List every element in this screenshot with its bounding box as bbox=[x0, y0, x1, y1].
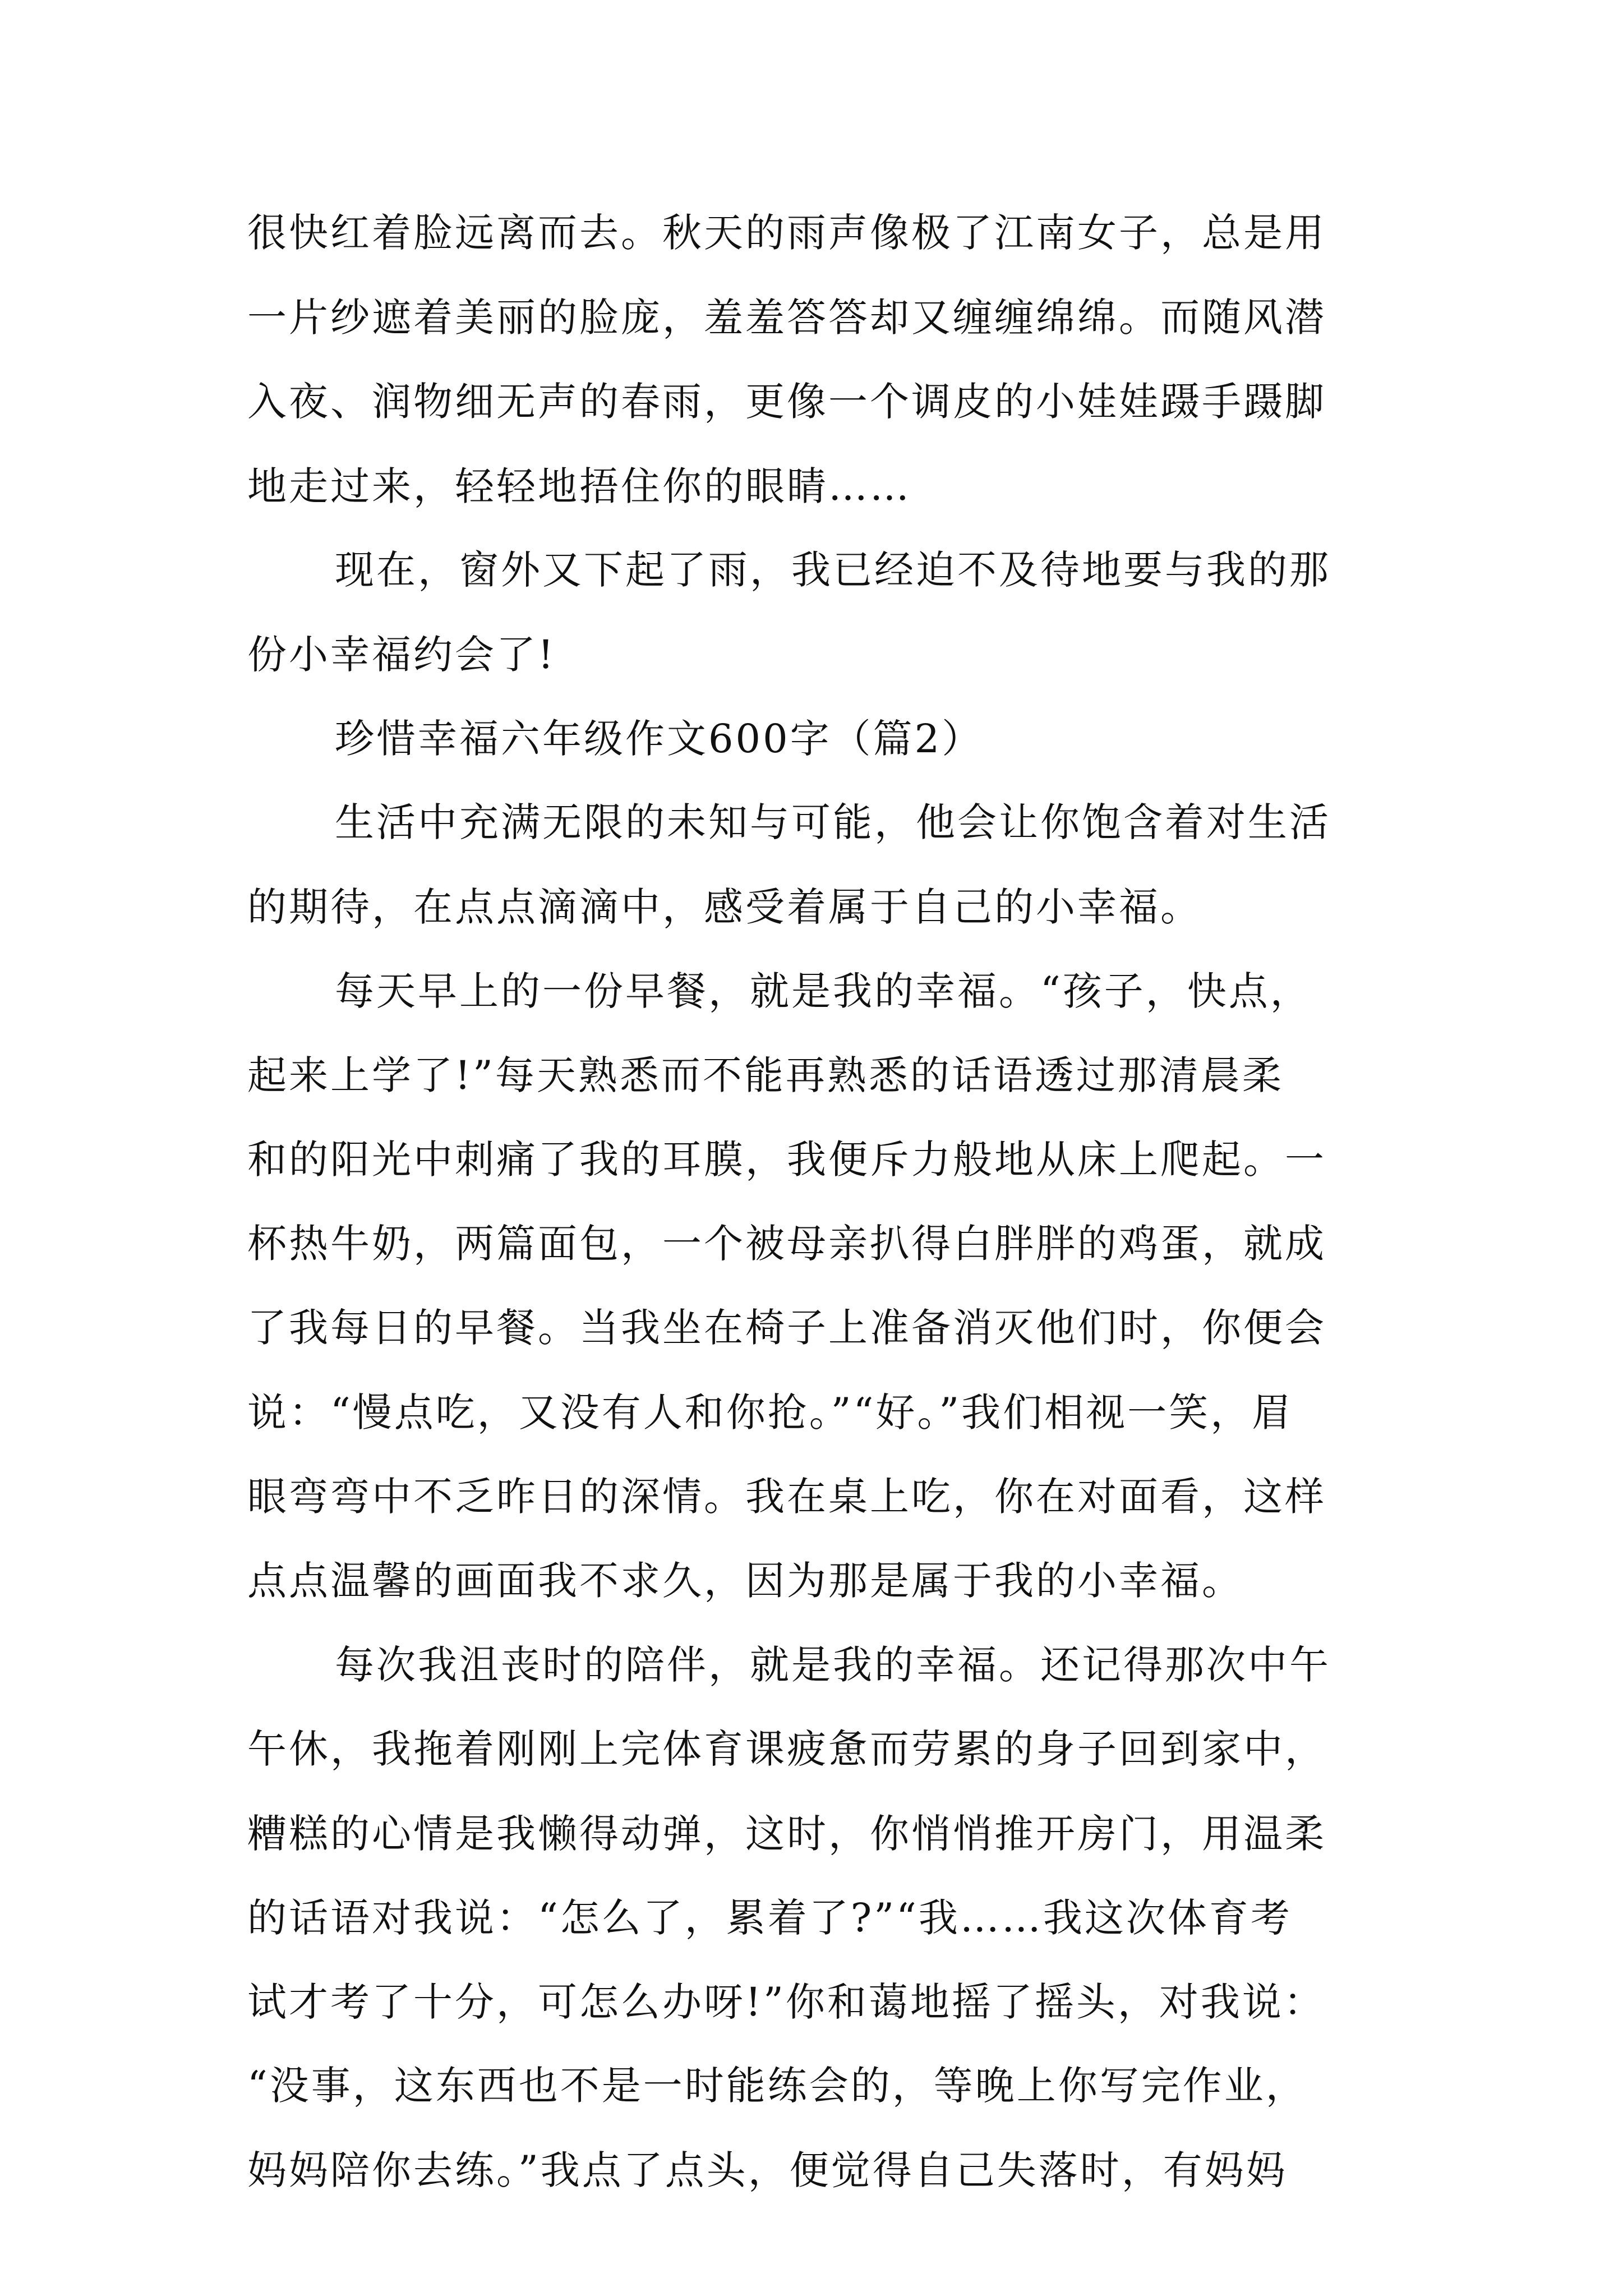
text-line: 起来上学了!”每天熟悉而不能再熟悉的话语透过那清晨柔 bbox=[247, 1052, 1284, 1098]
text-line: 份小幸福约会了! bbox=[247, 632, 556, 678]
text-line: 入夜、润物细无声的春雨，更像一个调皮的小娃娃蹑手蹑脚 bbox=[247, 379, 1326, 425]
paragraph-first-line: 每次我沮丧时的陪伴，就是我的幸福。还记得那次中午 bbox=[335, 1642, 1331, 1688]
text-line: “没事，这东西也不是一时能练会的，等晚上你写完作业， bbox=[247, 2063, 1307, 2109]
text-line: 糟糕的心情是我懒得动弹，这时，你悄悄推开房门，用温柔 bbox=[247, 1811, 1326, 1857]
text-line: 杯热牛奶，两篇面包，一个被母亲扒得白胖胖的鸡蛋，就成 bbox=[247, 1221, 1326, 1267]
text-line: 说：“慢点吃，又没有人和你抢。”“好。”我们相视一笑，眉 bbox=[247, 1389, 1294, 1435]
text-line: 午休，我拖着刚刚上完体育课疲惫而劳累的身子回到家中， bbox=[247, 1726, 1326, 1772]
text-line: 了我每日的早餐。当我坐在椅子上准备消灭他们时，你便会 bbox=[247, 1305, 1326, 1351]
text-line: 的期待，在点点滴滴中，感受着属于自己的小幸福。 bbox=[247, 884, 1202, 930]
text-line: 一片纱遮着美丽的脸庞，羞羞答答却又缠缠绵绵。而随风潜 bbox=[247, 295, 1326, 341]
section-heading: 珍惜幸福六年级作文600字（篇2） bbox=[335, 716, 984, 762]
paragraph-first-line: 生活中充满无限的未知与可能，他会让你饱含着对生活 bbox=[335, 799, 1331, 845]
text-line: 和的阳光中刺痛了我的耳膜，我便斥力般地从床上爬起。一 bbox=[247, 1137, 1326, 1182]
paragraph-first-line: 现在，窗外又下起了雨，我已经迫不及待地要与我的那 bbox=[335, 547, 1331, 593]
text-line: 眼弯弯中不乏昨日的深情。我在桌上吃，你在对面看，这样 bbox=[247, 1474, 1326, 1520]
text-line: 地走过来，轻轻地捂住你的眼睛…… bbox=[247, 463, 911, 509]
text-line: 的话语对我说：“怎么了，累着了?”“我……我这次体育考 bbox=[247, 1895, 1292, 1941]
text-line: 点点温馨的画面我不求久，因为那是属于我的小幸福。 bbox=[247, 1558, 1243, 1604]
text-line: 试才考了十分，可怎么办呀!”你和蔼地摇了摇头，对我说： bbox=[247, 1979, 1325, 2025]
text-line: 很快红着脸远离而去。秋天的雨声像极了江南女子，总是用 bbox=[247, 210, 1326, 256]
paragraph-first-line: 每天早上的一份早餐，就是我的幸福。“孩子，快点， bbox=[335, 968, 1312, 1014]
text-line: 妈妈陪你去练。”我点了点头，便觉得自己失落时，有妈妈 bbox=[247, 2147, 1288, 2193]
